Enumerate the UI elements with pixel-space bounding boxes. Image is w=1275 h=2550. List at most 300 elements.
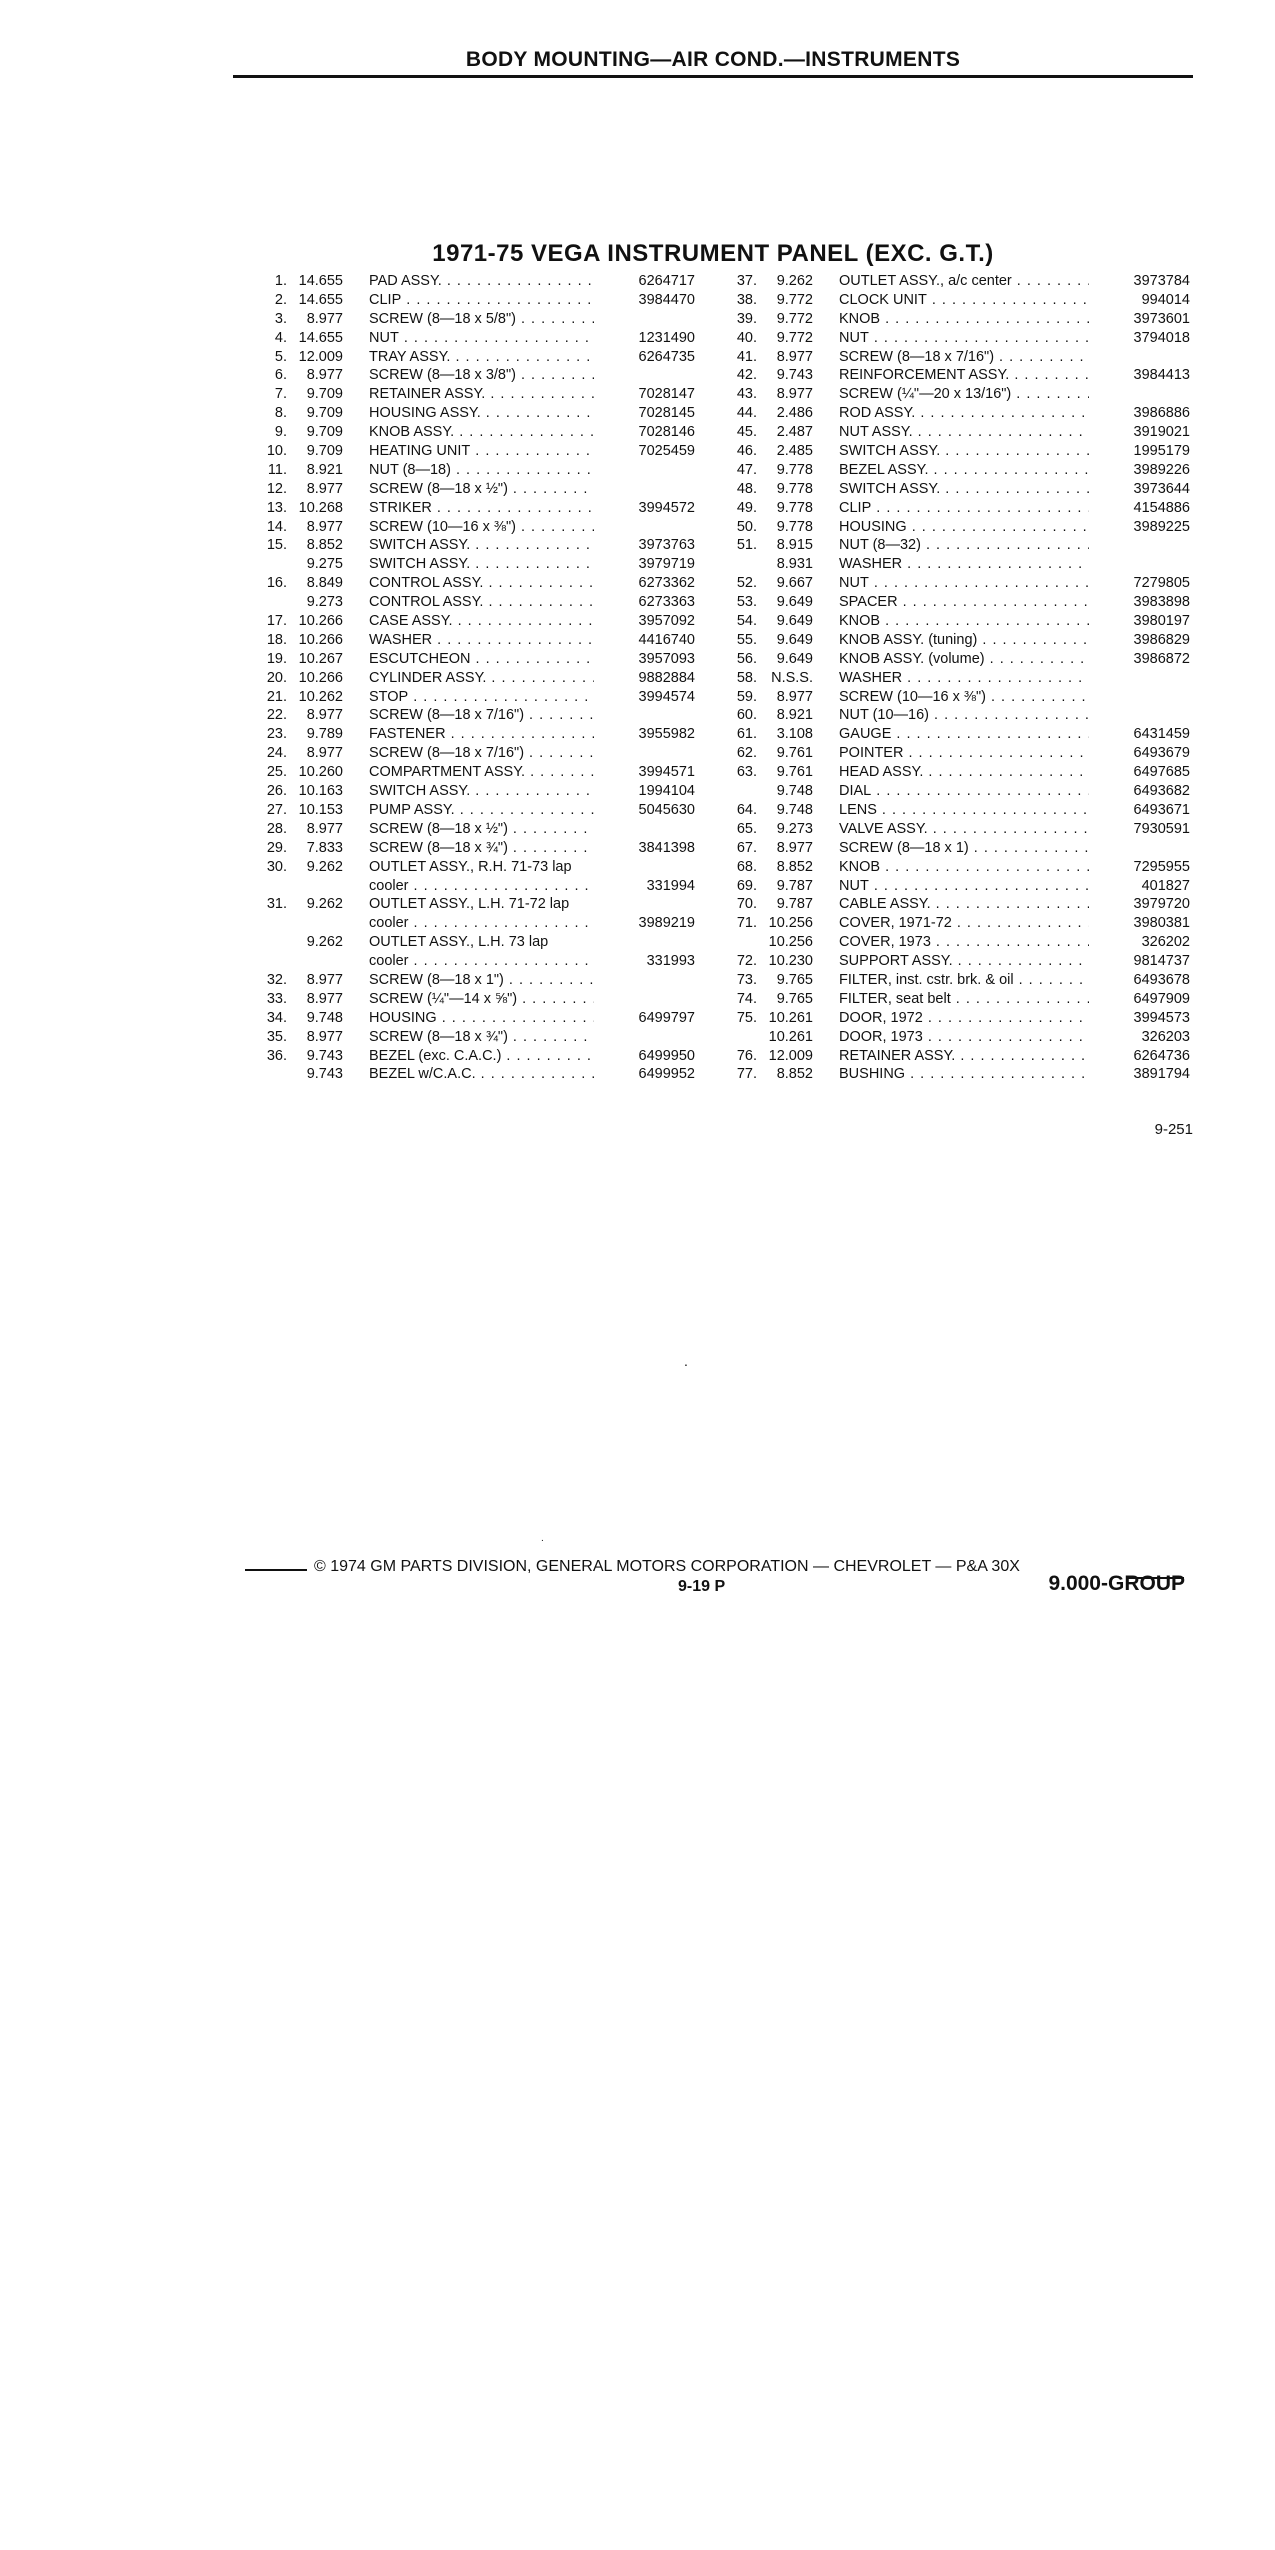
reference-number: 9.772 (776, 329, 813, 346)
part-number: 3994573 (1133, 1009, 1190, 1026)
item-number: 7. (274, 386, 287, 403)
part-description: KNOB . . . (839, 612, 1089, 631)
part-number: 994014 (1141, 291, 1190, 308)
reference-number: 9.649 (776, 613, 813, 630)
part-description: OUTLET ASSY., R.H. 71-73 lap (369, 858, 572, 875)
item-number: 34. (266, 1009, 287, 1026)
reference-number: 8.915 (776, 537, 813, 554)
part-number: 7279805 (1133, 575, 1190, 592)
header-rule (233, 75, 1193, 78)
parts-list-row (725, 933, 1195, 952)
part-description: ROD ASSY. . . . (839, 404, 1089, 423)
item-number: 4. (274, 329, 287, 346)
item-number: 26. (266, 783, 287, 800)
item-number: 77. (736, 1066, 757, 1083)
parts-list-left-column (255, 272, 725, 1084)
part-description: SCREW (8—18 x 1) . . . (839, 839, 1089, 858)
part-description: OUTLET ASSY., L.H. 71-72 lap (369, 896, 570, 913)
parts-list-row (725, 858, 1195, 877)
reference-number: 9.761 (776, 745, 813, 762)
part-number: 4154886 (1133, 499, 1190, 516)
parts-list-row (725, 990, 1195, 1009)
reference-number: 9.649 (776, 650, 813, 667)
footer-page-number: 9-19 P (678, 1578, 726, 1595)
part-number: 331993 (646, 953, 695, 970)
parts-list-row (725, 593, 1195, 612)
part-description: CLIP . . . (369, 291, 594, 310)
part-description: STOP . . . (369, 688, 594, 707)
part-description: CONTROL ASSY. . . . (369, 574, 594, 593)
part-description: SCREW (8—18 x ¾") . . . (369, 1028, 594, 1047)
part-number: 326202 (1141, 934, 1190, 951)
reference-number: 10.163 (298, 783, 343, 800)
part-description: SCREW (¼"—20 x 13/16") . . . (839, 385, 1089, 404)
parts-list-row (725, 725, 1195, 744)
part-description: KNOB ASSY. . . . (369, 423, 594, 442)
parts-list-row (725, 1047, 1195, 1066)
part-description: cooler . . . (369, 877, 594, 896)
reference-number: 9.787 (776, 896, 813, 913)
item-number: 49. (736, 499, 757, 516)
part-description: DOOR, 1972 . . . (839, 1009, 1089, 1028)
reference-number: 9.778 (776, 461, 813, 478)
parts-list-row (725, 272, 1195, 291)
parts-list-row (255, 1065, 725, 1084)
reference-number: 9.709 (306, 386, 343, 403)
part-description: BEZEL (exc. C.A.C.) . . . (369, 1047, 594, 1066)
parts-list-row (725, 536, 1195, 555)
part-number: 3980381 (1133, 915, 1190, 932)
part-description: BEZEL ASSY. . . . (839, 461, 1089, 480)
part-number: 3973763 (638, 537, 695, 554)
footer-rule-left (245, 1569, 307, 1571)
reference-number: 8.852 (776, 1066, 813, 1083)
part-description: BEZEL w/C.A.C. . . . (369, 1065, 594, 1084)
part-description: STRIKER . . . (369, 499, 594, 518)
part-description: SCREW (8—18 x 7/16") . . . (839, 348, 1089, 367)
part-description: LENS . . . (839, 801, 1089, 820)
reference-number: 10.262 (298, 688, 343, 705)
parts-list-row (725, 706, 1195, 725)
part-number: 6493682 (1133, 783, 1190, 800)
part-number: 3983898 (1133, 594, 1190, 611)
part-number: 3984413 (1133, 367, 1190, 384)
part-description: CABLE ASSY. . . . (839, 895, 1089, 914)
parts-list-row (255, 555, 725, 574)
part-description: SCREW (10—16 x ⅜") . . . (369, 518, 594, 537)
parts-list-row (725, 763, 1195, 782)
parts-list-row (255, 744, 725, 763)
parts-list-row (725, 329, 1195, 348)
item-number: 62. (736, 745, 757, 762)
parts-list-row (725, 952, 1195, 971)
part-description: KNOB . . . (839, 310, 1089, 329)
parts-list-row (255, 820, 725, 839)
parts-list-row (255, 461, 725, 480)
stray-mark: . (684, 1353, 688, 1369)
reference-number: 10.261 (768, 1028, 813, 1045)
part-number: 6497685 (1133, 764, 1190, 781)
reference-number: 9.649 (776, 594, 813, 611)
reference-number: 9.772 (776, 310, 813, 327)
part-description: SCREW (10—16 x ⅜") . . . (839, 688, 1089, 707)
part-description: WASHER . . . (839, 669, 1089, 688)
part-number: 6431459 (1133, 726, 1190, 743)
reference-number: 10.260 (298, 764, 343, 781)
reference-number: 2.485 (776, 443, 813, 460)
part-description: SCREW (8—18 x ½") . . . (369, 480, 594, 499)
reference-number: 3.108 (776, 726, 813, 743)
part-description: DIAL . . . (839, 782, 1089, 801)
item-number: 74. (736, 990, 757, 1007)
part-number: 3984470 (638, 291, 695, 308)
parts-list-row (255, 706, 725, 725)
item-number: 10. (266, 443, 287, 460)
part-number: 3979720 (1133, 896, 1190, 913)
reference-number: 8.852 (306, 537, 343, 554)
part-number: 6264735 (638, 348, 695, 365)
part-number: 7028146 (638, 424, 695, 441)
item-number: 68. (736, 858, 757, 875)
parts-list-row (255, 782, 725, 801)
part-number: 3989219 (638, 915, 695, 932)
part-number: 1995179 (1133, 443, 1190, 460)
part-description: COMPARTMENT ASSY. . . . (369, 763, 594, 782)
reference-number: 9.765 (776, 990, 813, 1007)
reference-number: 12.009 (298, 348, 343, 365)
part-description: KNOB ASSY. (volume) . . . (839, 650, 1089, 669)
reference-number: 14.655 (298, 329, 343, 346)
item-number: 1. (274, 273, 287, 289)
part-description: HOUSING . . . (369, 1009, 594, 1028)
item-number: 6. (274, 367, 287, 384)
part-number: 3955982 (638, 726, 695, 743)
part-number: 3986886 (1133, 405, 1190, 422)
parts-list-row (725, 650, 1195, 669)
part-number: 3919021 (1133, 424, 1190, 441)
item-number: 28. (266, 820, 287, 837)
part-number: 3989225 (1133, 518, 1190, 535)
part-number: 7028145 (638, 405, 695, 422)
stray-mark: . (541, 1533, 544, 1544)
reference-number: 9.262 (776, 273, 813, 289)
item-number: 41. (736, 348, 757, 365)
part-number: 6493678 (1133, 971, 1190, 988)
part-description: SCREW (8—18 x ¾") . . . (369, 839, 594, 858)
item-number: 65. (736, 820, 757, 837)
item-number: 5. (274, 348, 287, 365)
parts-list-row (255, 536, 725, 555)
item-number: 14. (266, 518, 287, 535)
part-description: POINTER . . . (839, 744, 1089, 763)
reference-number: 8.921 (776, 707, 813, 724)
parts-list-row (255, 688, 725, 707)
part-description: CLIP . . . (839, 499, 1089, 518)
part-description: FILTER, seat belt . . . (839, 990, 1089, 1009)
parts-list-row (725, 499, 1195, 518)
parts-list-row (725, 480, 1195, 499)
part-description: GAUGE . . . (839, 725, 1089, 744)
part-description: BUSHING . . . (839, 1065, 1089, 1084)
parts-list-row (725, 612, 1195, 631)
part-description: SWITCH ASSY. . . . (369, 536, 594, 555)
part-description: COVER, 1971-72 . . . (839, 914, 1089, 933)
parts-list-row (255, 423, 725, 442)
part-number: 9814737 (1133, 953, 1190, 970)
part-number: 7930591 (1133, 820, 1190, 837)
reference-number: 8.977 (306, 820, 343, 837)
part-number: 9882884 (638, 669, 695, 686)
part-number: 3891794 (1133, 1066, 1190, 1083)
part-number: 3841398 (638, 839, 695, 856)
item-number: 63. (736, 764, 757, 781)
part-number: 6273363 (638, 594, 695, 611)
item-number: 36. (266, 1047, 287, 1064)
part-description: SCREW (8—18 x ½") . . . (369, 820, 594, 839)
reference-number: N.S.S. (771, 669, 813, 686)
item-number: 45. (736, 424, 757, 441)
reference-number: 9.273 (306, 594, 343, 611)
part-description: SWITCH ASSY. . . . (839, 442, 1089, 461)
item-number: 44. (736, 405, 757, 422)
part-description: SCREW (8—18 x 1") . . . (369, 971, 594, 990)
parts-list-row (725, 631, 1195, 650)
item-number: 69. (736, 877, 757, 894)
reference-number: 2.487 (776, 424, 813, 441)
part-description: CYLINDER ASSY. . . . (369, 669, 594, 688)
part-description: SCREW (8—18 x 5/8") . . . (369, 310, 594, 329)
part-number: 3994571 (638, 764, 695, 781)
part-number: 6264717 (638, 273, 695, 289)
parts-list-row (255, 404, 725, 423)
item-number: 47. (736, 461, 757, 478)
parts-list-row (255, 669, 725, 688)
part-description: KNOB ASSY. (tuning) . . . (839, 631, 1089, 650)
parts-list-row (255, 631, 725, 650)
part-number: 331994 (646, 877, 695, 894)
part-description: SUPPORT ASSY. . . . (839, 952, 1089, 971)
part-description: SCREW (8—18 x 3/8") . . . (369, 366, 594, 385)
reference-number: 8.977 (306, 480, 343, 497)
item-number: 22. (266, 707, 287, 724)
parts-list-row (255, 593, 725, 612)
item-number: 24. (266, 745, 287, 762)
item-number: 21. (266, 688, 287, 705)
reference-number: 9.748 (776, 801, 813, 818)
reference-number: 10.261 (768, 1009, 813, 1026)
reference-number: 10.266 (298, 613, 343, 630)
parts-list-row (725, 291, 1195, 310)
item-number: 15. (266, 537, 287, 554)
reference-number: 8.977 (306, 310, 343, 327)
reference-number: 8.977 (306, 990, 343, 1007)
parts-list-row (725, 1028, 1195, 1047)
part-description: NUT (8—32) . . . (839, 536, 1089, 555)
parts-list-row (255, 348, 725, 367)
reference-number: 8.977 (306, 367, 343, 384)
part-number: 7028147 (638, 386, 695, 403)
part-description: VALVE ASSY. . . . (839, 820, 1089, 839)
parts-list-row (725, 669, 1195, 688)
page-header-title: BODY MOUNTING—AIR COND.—INSTRUMENTS (465, 48, 961, 71)
item-number: 17. (266, 613, 287, 630)
reference-number: 7.833 (306, 839, 343, 856)
item-number: 18. (266, 631, 287, 648)
part-description: COVER, 1973 . . . (839, 933, 1089, 952)
parts-list-row (725, 442, 1195, 461)
parts-list-row (725, 310, 1195, 329)
parts-list-row (255, 442, 725, 461)
parts-list-row (255, 839, 725, 858)
parts-list-row (725, 877, 1195, 896)
parts-list-row (725, 895, 1195, 914)
parts-list-row (255, 366, 725, 385)
part-number: 3986829 (1133, 631, 1190, 648)
part-description: HOUSING . . . (839, 518, 1089, 537)
part-description: NUT . . . (839, 877, 1089, 896)
reference-number: 9.743 (306, 1047, 343, 1064)
reference-number: 9.748 (776, 783, 813, 800)
part-description: CONTROL ASSY. . . . (369, 593, 594, 612)
item-number: 73. (736, 971, 757, 988)
reference-number: 9.778 (776, 499, 813, 516)
part-number: 6497909 (1133, 990, 1190, 1007)
item-number: 67. (736, 839, 757, 856)
reference-number: 9.262 (306, 896, 343, 913)
part-description: NUT (10—16) . . . (839, 706, 1089, 725)
part-number: 3973784 (1133, 273, 1190, 289)
part-number: 7295955 (1133, 858, 1190, 875)
part-description: FILTER, inst. cstr. brk. & oil . . . (839, 971, 1089, 990)
reference-number: 10.153 (298, 801, 343, 818)
reference-number: 9.743 (776, 367, 813, 384)
reference-number: 9.789 (306, 726, 343, 743)
part-number: 6493671 (1133, 801, 1190, 818)
parts-list-row (725, 782, 1195, 801)
item-number: 20. (266, 669, 287, 686)
item-number: 51. (736, 537, 757, 554)
parts-list-row (255, 291, 725, 310)
item-number: 8. (274, 405, 287, 422)
item-number: 23. (266, 726, 287, 743)
footer-copyright: © 1974 GM PARTS DIVISION, GENERAL MOTORS CORPORATION — CHEVROLET — P&A 30X (314, 1558, 1020, 1575)
parts-list-row (255, 518, 725, 537)
parts-list-row (255, 1009, 725, 1028)
item-number: 72. (736, 953, 757, 970)
item-number: 46. (736, 443, 757, 460)
item-number: 19. (266, 650, 287, 667)
part-number: 3957092 (638, 613, 695, 630)
parts-list-row (255, 1047, 725, 1066)
parts-list-row (255, 650, 725, 669)
reference-number: 9.667 (776, 575, 813, 592)
item-number: 37. (736, 273, 757, 289)
reference-number: 9.709 (306, 424, 343, 441)
part-description: SCREW (8—18 x 7/16") . . . (369, 706, 594, 725)
parts-list-row (255, 895, 725, 914)
parts-list-row (255, 272, 725, 291)
reference-number: 10.268 (298, 499, 343, 516)
reference-number: 8.977 (776, 839, 813, 856)
part-number: 1994104 (638, 783, 695, 800)
part-number: 7025459 (638, 443, 695, 460)
parts-list-row (255, 385, 725, 404)
reference-number: 9.262 (306, 858, 343, 875)
parts-list-row (255, 574, 725, 593)
part-description: TRAY ASSY. . . . (369, 348, 594, 367)
reference-number: 8.977 (306, 1028, 343, 1045)
reference-number: 10.256 (768, 915, 813, 932)
parts-list-row (725, 404, 1195, 423)
item-number: 2. (274, 291, 287, 308)
reference-number: 9.748 (306, 1009, 343, 1026)
part-number: 6493679 (1133, 745, 1190, 762)
reference-number: 9.275 (306, 556, 343, 573)
reference-number: 8.849 (306, 575, 343, 592)
parts-list-row (725, 1065, 1195, 1084)
parts-list-row (725, 839, 1195, 858)
part-description: NUT . . . (839, 574, 1089, 593)
parts-list-row (255, 933, 725, 952)
item-number: 16. (266, 575, 287, 592)
part-description: PAD ASSY. . . . (369, 272, 594, 291)
part-description: HEATING UNIT . . . (369, 442, 594, 461)
reference-number: 8.931 (776, 556, 813, 573)
item-number: 75. (736, 1009, 757, 1026)
parts-list-row (255, 971, 725, 990)
parts-list-row (725, 971, 1195, 990)
reference-number: 8.977 (776, 688, 813, 705)
parts-list-row (725, 744, 1195, 763)
part-description: DOOR, 1973 . . . (839, 1028, 1089, 1047)
reference-number: 10.266 (298, 669, 343, 686)
item-number: 29. (266, 839, 287, 856)
part-description: REINFORCEMENT ASSY. . . . (839, 366, 1089, 385)
part-description: OUTLET ASSY., L.H. 73 lap (369, 934, 549, 951)
part-number: 3973601 (1133, 310, 1190, 327)
part-description: HOUSING ASSY. . . . (369, 404, 594, 423)
item-number: 9. (274, 424, 287, 441)
parts-list-row (255, 612, 725, 631)
page-reference-number: 9-251 (1154, 1121, 1193, 1138)
part-number: 3994572 (638, 499, 695, 516)
part-number: 6264736 (1133, 1047, 1190, 1064)
part-description: NUT . . . (839, 329, 1089, 348)
reference-number: 8.977 (776, 386, 813, 403)
item-number: 55. (736, 631, 757, 648)
item-number: 48. (736, 480, 757, 497)
reference-number: 9.709 (306, 405, 343, 422)
part-description: CLOCK UNIT . . . (839, 291, 1089, 310)
item-number: 53. (736, 594, 757, 611)
reference-number: 9.778 (776, 518, 813, 535)
item-number: 71. (736, 915, 757, 932)
parts-list-row (255, 1028, 725, 1047)
reference-number: 9.761 (776, 764, 813, 781)
item-number: 25. (266, 764, 287, 781)
part-number: 6499952 (638, 1066, 695, 1083)
reference-number: 2.486 (776, 405, 813, 422)
part-description: CASE ASSY. . . . (369, 612, 594, 631)
reference-number: 9.273 (776, 820, 813, 837)
item-number: 58. (736, 669, 757, 686)
parts-list-row (255, 877, 725, 896)
item-number: 30. (266, 858, 287, 875)
parts-list-row (725, 385, 1195, 404)
reference-number: 9.787 (776, 877, 813, 894)
item-number: 31. (266, 896, 287, 913)
part-number: 3980197 (1133, 613, 1190, 630)
